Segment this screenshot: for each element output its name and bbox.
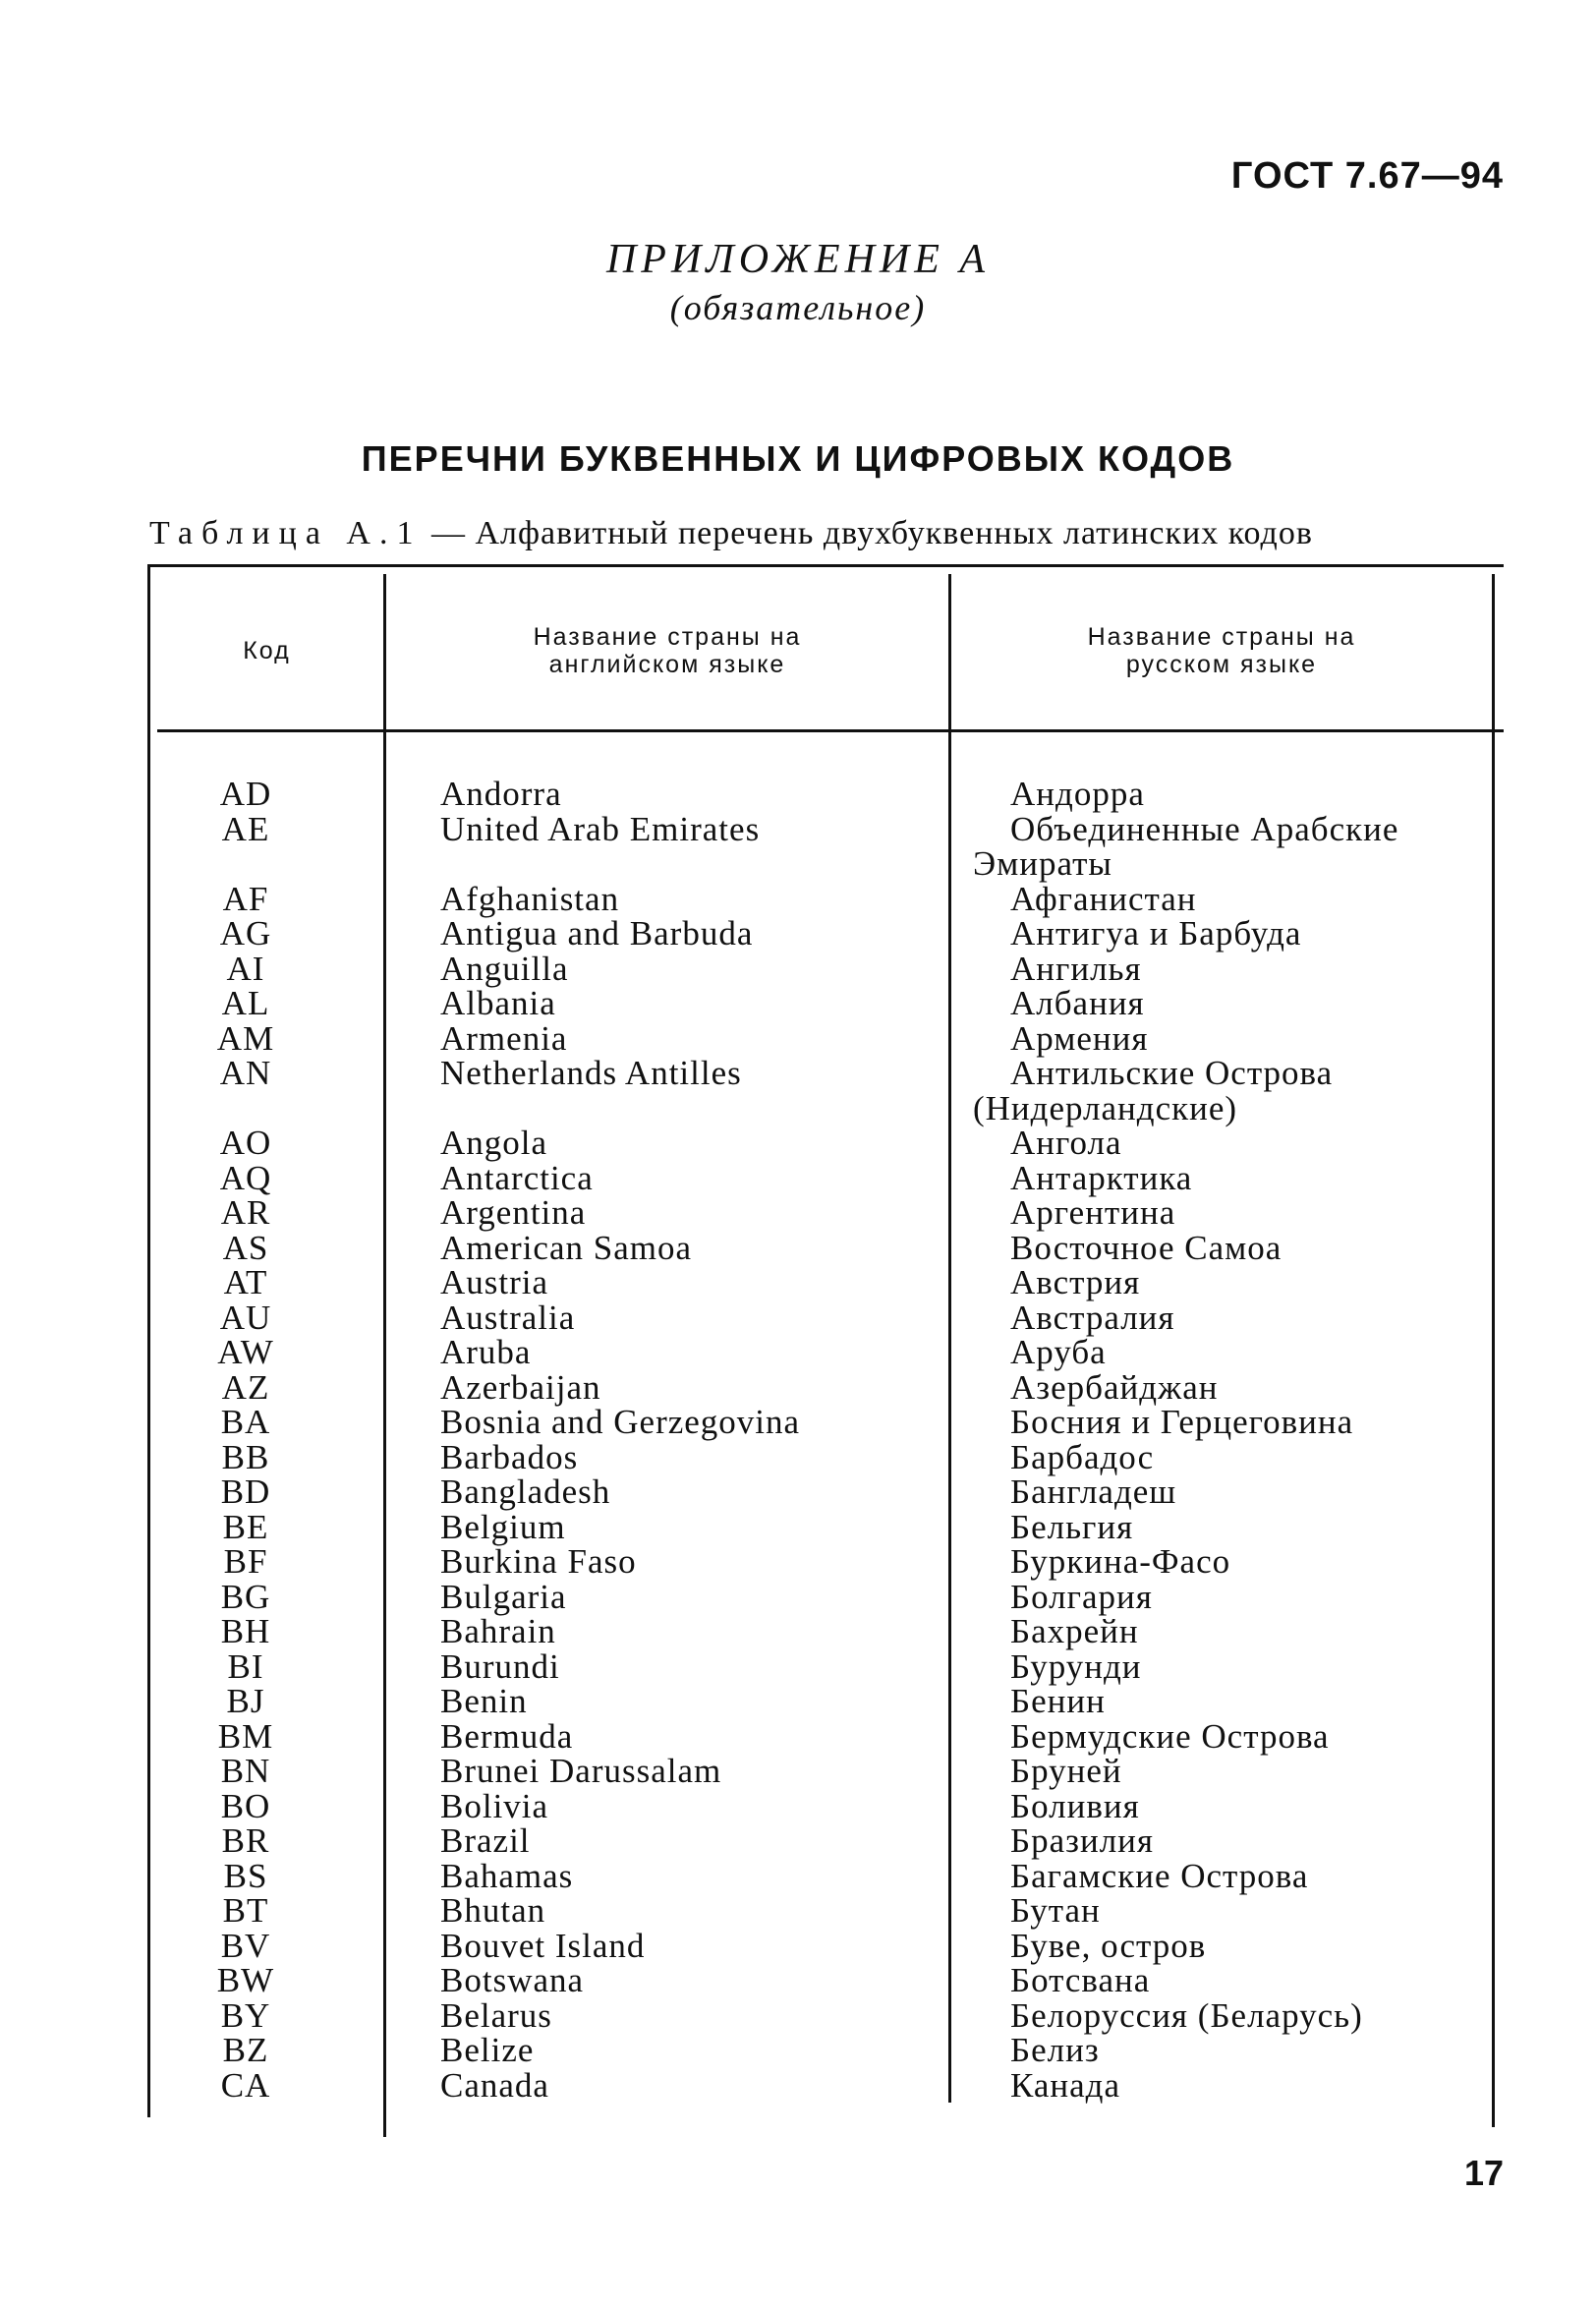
row-code: BS xyxy=(223,1857,268,1895)
row-russian-name: Аргентина xyxy=(1010,1193,1176,1232)
column-header-code-label: Код xyxy=(243,637,291,664)
row-russian-name: Восточное Самоа xyxy=(1010,1229,1282,1267)
row-russian-name: Буркина-Фасо xyxy=(1010,1542,1231,1581)
row-russian-name: Бутан xyxy=(1010,1891,1101,1930)
row-english-name: Austria xyxy=(440,1263,549,1301)
row-russian-name: Боливия xyxy=(1010,1787,1140,1825)
standard-designation: ГОСТ 7.67—94 xyxy=(1230,155,1504,197)
row-code: BH xyxy=(220,1612,271,1650)
row-code: AN xyxy=(219,1054,272,1092)
page-number: 17 xyxy=(1463,2153,1504,2193)
row-english-name: Bhutan xyxy=(440,1891,546,1930)
row-code: BW xyxy=(216,1961,275,1999)
row-english-name: Bosnia and Gerzegovina xyxy=(440,1403,801,1441)
row-code: BJ xyxy=(226,1682,265,1720)
table-caption xyxy=(149,515,1313,552)
row-russian-name: Албания xyxy=(1010,984,1145,1022)
row-english-name: Afghanistan xyxy=(440,880,620,918)
row-code: AT xyxy=(223,1263,268,1301)
row-code: BT xyxy=(222,1891,269,1930)
row-english-name: United Arab Emirates xyxy=(440,810,761,848)
row-russian-name: Барбадос xyxy=(1010,1438,1155,1476)
row-code: BY xyxy=(220,1996,271,2035)
row-code: AR xyxy=(220,1193,271,1232)
row-english-name: Antarctica xyxy=(440,1159,594,1197)
row-english-name: Burkina Faso xyxy=(440,1542,637,1581)
row-code: AQ xyxy=(219,1159,272,1197)
row-russian-name: Багамские Острова xyxy=(1010,1857,1309,1895)
row-english-name: Australia xyxy=(440,1299,576,1337)
row-english-name: Albania xyxy=(440,984,556,1022)
row-russian-name: Ангола xyxy=(1010,1124,1122,1162)
appendix-note: (обязательное) xyxy=(669,288,927,327)
row-english-name: Barbados xyxy=(440,1438,579,1476)
row-russian-name: Канада xyxy=(1010,2066,1121,2105)
table-top-rule xyxy=(147,564,1504,567)
table-caption-label: Таблица А.1 xyxy=(149,515,423,551)
row-russian-name: Бенин xyxy=(1010,1682,1106,1720)
row-russian-name-continuation: (Нидерландские) xyxy=(973,1089,1238,1127)
row-code: BA xyxy=(220,1403,271,1441)
row-russian-name: Азербайджан xyxy=(1010,1368,1219,1407)
row-code: BD xyxy=(220,1472,271,1511)
column-header-code xyxy=(150,637,383,664)
row-code: AG xyxy=(219,914,272,952)
row-russian-name: Аруба xyxy=(1010,1333,1107,1371)
row-russian-name: Ангилья xyxy=(1010,950,1142,988)
row-english-name: Azerbaijan xyxy=(440,1368,601,1407)
row-code: AI xyxy=(226,950,265,988)
header-bottom-rule xyxy=(157,729,1504,732)
column-header-english-line1: Название страны на xyxy=(533,623,802,651)
row-english-name: Bolivia xyxy=(440,1787,549,1825)
column-header-english xyxy=(386,623,948,678)
row-english-name: Belgium xyxy=(440,1508,566,1546)
row-russian-name: Австрия xyxy=(1010,1263,1141,1301)
row-russian-name: Бруней xyxy=(1010,1752,1122,1790)
row-english-name: Bahrain xyxy=(440,1612,556,1650)
row-russian-name: Антарктика xyxy=(1010,1159,1193,1197)
row-russian-name: Антигуа и Барбуда xyxy=(1010,914,1302,952)
column-header-russian-line2: русском языке xyxy=(1125,651,1318,678)
row-code: AU xyxy=(219,1299,272,1337)
column-divider-1 xyxy=(383,574,386,2137)
row-english-name: Benin xyxy=(440,1682,528,1720)
row-russian-name: Босния и Герцеговина xyxy=(1010,1403,1354,1441)
row-code: BV xyxy=(220,1927,271,1965)
row-russian-name: Антильские Острова xyxy=(1010,1054,1334,1092)
row-english-name: Belize xyxy=(440,2031,535,2069)
row-english-name: Bangladesh xyxy=(440,1472,611,1511)
row-russian-name: Афганистан xyxy=(1010,880,1197,918)
row-russian-name: Австралия xyxy=(1010,1299,1175,1337)
row-code: AF xyxy=(222,880,269,918)
row-english-name: Andorra xyxy=(440,775,562,813)
row-english-name: Burundi xyxy=(440,1647,560,1686)
row-code: AO xyxy=(219,1124,272,1162)
table-caption-text: — Алфавитный перечень двухбуквенных латинских кодов xyxy=(430,515,1313,551)
section-title: ПЕРЕЧНИ БУКВЕННЫХ И ЦИФРОВЫХ КОДОВ xyxy=(361,438,1235,479)
row-code: BO xyxy=(220,1787,271,1825)
row-code: AZ xyxy=(221,1368,270,1407)
row-russian-name: Армения xyxy=(1010,1019,1149,1058)
column-header-russian xyxy=(951,623,1492,678)
row-russian-name: Бангладеш xyxy=(1010,1472,1177,1511)
row-english-name: Bermuda xyxy=(440,1717,574,1756)
row-english-name: Canada xyxy=(440,2066,549,2105)
row-russian-name: Объединенные Арабские xyxy=(1010,810,1399,848)
row-english-name: Argentina xyxy=(440,1193,587,1232)
row-english-name: American Samoa xyxy=(440,1229,692,1267)
row-russian-name: Бразилия xyxy=(1010,1821,1154,1860)
row-english-name: Bahamas xyxy=(440,1857,574,1895)
row-russian-name: Бермудские Острова xyxy=(1010,1717,1330,1756)
table-left-border xyxy=(147,564,150,2117)
row-english-name: Angola xyxy=(440,1124,548,1162)
row-code: CA xyxy=(220,2066,271,2105)
row-code: BR xyxy=(221,1821,270,1860)
row-code: AD xyxy=(219,775,272,813)
row-code: BB xyxy=(221,1438,270,1476)
row-english-name: Botswana xyxy=(440,1961,585,1999)
row-russian-name: Ботсвана xyxy=(1010,1961,1151,1999)
row-russian-name: Бурунди xyxy=(1010,1647,1142,1686)
column-header-russian-line1: Название страны на xyxy=(1087,623,1356,651)
row-russian-name: Бельгия xyxy=(1010,1508,1134,1546)
row-code: AE xyxy=(221,810,270,848)
row-code: BM xyxy=(217,1717,274,1756)
row-code: BG xyxy=(220,1578,271,1616)
row-english-name: Belarus xyxy=(440,1996,552,2035)
row-english-name: Armenia xyxy=(440,1019,568,1058)
row-english-name: Anguilla xyxy=(440,950,569,988)
appendix-title: ПРИЛОЖЕНИЕ А xyxy=(605,237,991,282)
row-code: AM xyxy=(216,1019,275,1058)
row-code: BZ xyxy=(222,2031,269,2069)
row-russian-name: Белоруссия (Беларусь) xyxy=(1010,1996,1363,2035)
row-russian-name: Буве, остров xyxy=(1010,1927,1207,1965)
row-russian-name: Бахрейн xyxy=(1010,1612,1139,1650)
row-english-name: Aruba xyxy=(440,1333,532,1371)
row-english-name: Brazil xyxy=(440,1821,531,1860)
row-english-name: Netherlands Antilles xyxy=(440,1054,742,1092)
table-right-border xyxy=(1492,574,1495,2127)
row-code: BN xyxy=(220,1752,271,1790)
row-code: BF xyxy=(223,1542,268,1581)
row-english-name: Bulgaria xyxy=(440,1578,567,1616)
row-russian-name: Андорра xyxy=(1010,775,1145,813)
row-code: AW xyxy=(217,1333,274,1371)
row-english-name: Antigua and Barbuda xyxy=(440,914,754,952)
row-code: BI xyxy=(227,1647,264,1686)
column-divider-2 xyxy=(948,574,951,2103)
row-code: BE xyxy=(222,1508,269,1546)
row-english-name: Bouvet Island xyxy=(440,1927,646,1965)
row-code: AL xyxy=(221,984,270,1022)
row-english-name: Brunei Darussalam xyxy=(440,1752,722,1790)
row-russian-name: Болгария xyxy=(1010,1578,1153,1616)
column-header-english-line2: английском языке xyxy=(548,651,786,678)
row-russian-name-continuation: Эмираты xyxy=(973,844,1112,883)
row-russian-name: Белиз xyxy=(1010,2031,1100,2069)
row-code: AS xyxy=(222,1229,269,1267)
